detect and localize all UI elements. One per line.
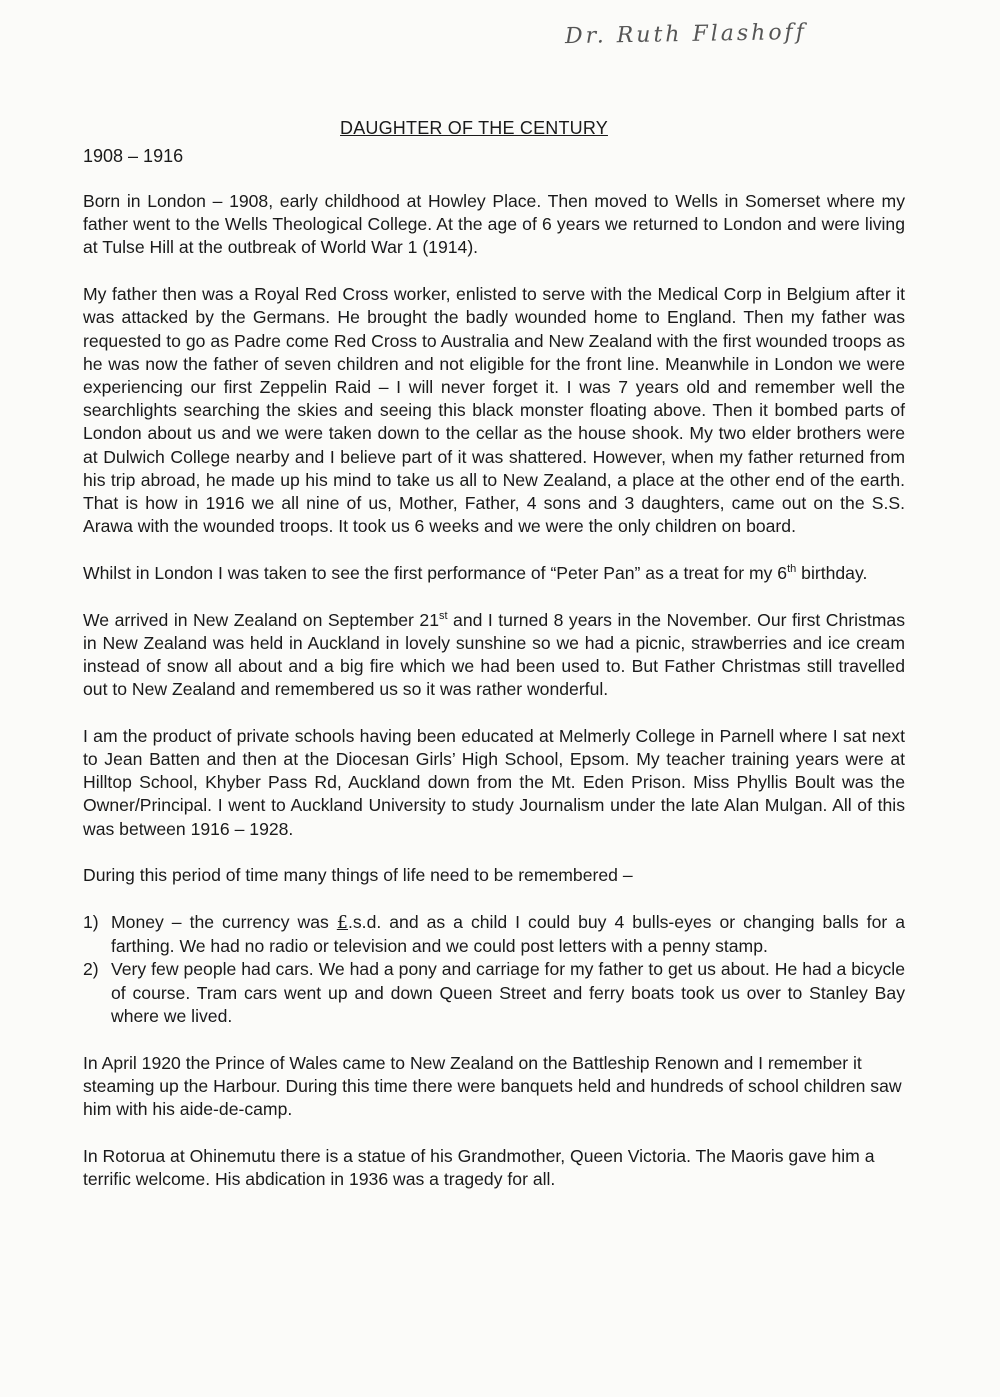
- list-item: [83, 958, 905, 1028]
- body-text: [83, 190, 905, 1215]
- paragraph-arrival: [83, 609, 905, 702]
- paragraph-rotorua: In Rotorua at Ohinemutu there is a statue of his Grandmother, Queen Victoria. The Maoris gave him a terrific welcome. His abdication in 1936 was a tragedy for all.: [83, 1145, 875, 1189]
- list-item-text: Money – the currency was: [111, 912, 337, 933]
- paragraph-war: My father then was a Royal Red Cross worker, enlisted to serve with the Medical Corp in Belgium after it was attacked by the Germans. He brought the badly wounded home to England. Then my father was requested to go as Padre come Red Cross to Australia and New Zealand with the first wounded troops as he was now the father of seven children and not eligible for the front line. Meanwhile in London we were experiencing our first Zeppelin Raid – I will never forget it. I was 7 years old and remember well the searchlights searching the skies and seeing this black monster floating above. Then it bombed parts of London about us and we were taken down to the cellar as the house shook. My two elder brothers were at Dulwich College nearby and I believe part of it was shattered. However, when my father returned from his trip abroad, he made up his mind to take us all to New Zealand, a place at the other end of the earth. That is how in 1916 we all nine of us, Mother, Father, 4 sons and 3 daughters, came out on the S.S. Arawa with the wounded troops. It took us 6 weeks and we were the only children on board.: [83, 284, 905, 537]
- page-title: DAUGHTER OF THE CENTURY: [340, 118, 608, 138]
- paragraph-arrival-text: We arrived in New Zealand on September 21: [83, 609, 439, 630]
- ordinal-suffix: th: [787, 562, 797, 575]
- handwritten-signature: Dr. Ruth Flashoff: [564, 19, 808, 50]
- paragraph-remember-intro: During this period of time many things of life need to be remembered –: [83, 865, 633, 886]
- paragraph-education: I am the product of private schools having been educated at Melmerly College in Parnell where I sat next to Jean Batten and then at the Diocesan Girls’ High School, Epsom. My teacher training years were at Hilltop School, Khyber Pass Rd, Auckland down from the Mt. Eden Prison. Miss Phyllis Boult was the Owner/Principal. I went to Auckland University to study Journalism under the late Alan Mulgan. All of this was between 1916 – 1928.: [83, 725, 905, 839]
- paragraph-peter-pan-text: Whilst in London I was taken to see the first performance of “Peter Pan” as a treat for my 6: [83, 562, 788, 583]
- list-item: [83, 911, 905, 958]
- memory-list: [83, 911, 905, 1028]
- list-item-number: 1): [83, 912, 99, 933]
- paragraph-peter-pan-end: birthday.: [796, 562, 868, 583]
- ordinal-suffix: st: [438, 609, 448, 622]
- pound-symbol: £: [336, 913, 348, 934]
- paragraph-peter-pan: [83, 562, 905, 585]
- paragraph-prince-of-wales: In April 1920 the Prince of Wales came to New Zealand on the Battleship Renown and I remember it steaming up the Harbour. During this time there were banquets held and hundreds of school children saw him with his aide-de-camp.: [83, 1052, 902, 1119]
- list-item-number: 2): [83, 959, 99, 980]
- list-item-text-rest: .s.d. and as a child I could buy 4 bulls-eyes or changing balls for a farthing. We had no radio or television and we could post letters with a penny stamp.: [111, 912, 905, 957]
- paragraph-birth: Born in London – 1908, early childhood at Howley Place. Then moved to Wells in Somerset where my father went to the Wells Theological College. At the age of 6 years we returned to London and were living at Tulse Hill at the outbreak of World War 1 (1914).: [83, 191, 905, 258]
- list-item-text: Very few people had cars. We had a pony and carriage for my father to get us about. He had a bicycle of course. Tram cars went up and down Queen Street and ferry boats took us over to Stanley Bay where we lived.: [111, 959, 905, 1026]
- paragraph-arrival-rest: and I turned 8 years in the November. Our first Christmas in New Zealand was held in Auckland in lovely sunshine so we had a picnic, strawberries and ice cream instead of snow all about and a big fire which we had been used to. But Father Christmas still travelled out to New Zealand and remembered us so it was rather wonderful.: [83, 609, 905, 700]
- date-range: 1908 – 1916: [83, 146, 184, 166]
